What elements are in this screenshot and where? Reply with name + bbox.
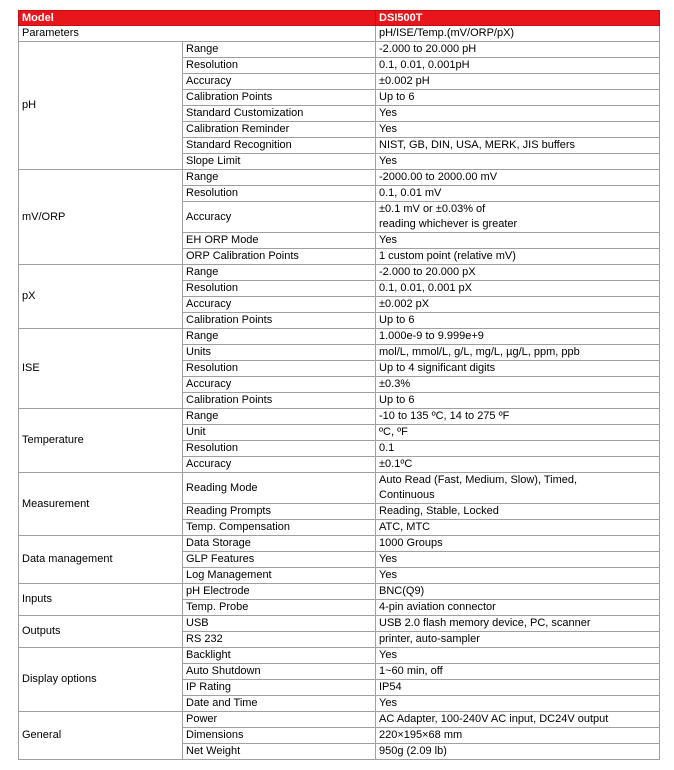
parameter-value: 4-pin aviation connector (376, 600, 660, 616)
parameter-name: Calibration Reminder (183, 122, 376, 138)
parameter-value: NIST, GB, DIN, USA, MERK, JIS buffers (376, 138, 660, 154)
table-row (19, 616, 660, 632)
parameters-label: Parameters (19, 26, 376, 42)
model-label: Model (19, 11, 376, 26)
specification-table (18, 10, 660, 760)
parameter-value: USB 2.0 flash memory device, PC, scanner (376, 616, 660, 632)
parameter-value: ±0.002 pH (376, 74, 660, 90)
parameter-value: 950g (2.09 lb) (376, 744, 660, 760)
parameter-name: Dimensions (183, 728, 376, 744)
group-label: pX (19, 265, 183, 329)
parameter-value (376, 473, 660, 504)
parameter-value: 1~60 min, off (376, 664, 660, 680)
parameter-value: 1 custom point (relative mV) (376, 249, 660, 265)
parameter-value: Yes (376, 568, 660, 584)
parameter-name: Accuracy (183, 457, 376, 473)
parameter-value: Up to 6 (376, 90, 660, 106)
table-row (19, 584, 660, 600)
parameter-value: 0.1 (376, 441, 660, 457)
parameter-name: Calibration Points (183, 313, 376, 329)
group-label: General (19, 712, 183, 760)
parameter-name: Resolution (183, 186, 376, 202)
parameter-value: -2.000 to 20.000 pH (376, 42, 660, 58)
parameter-name: Calibration Points (183, 90, 376, 106)
parameter-value: mol/L, mmol/L, g/L, mg/L, µg/L, ppm, ppb (376, 345, 660, 361)
parameter-value: ±0.002 pX (376, 297, 660, 313)
parameter-name: ORP Calibration Points (183, 249, 376, 265)
parameter-name: Standard Customization (183, 106, 376, 122)
group-label: Temperature (19, 409, 183, 473)
parameter-value: AC Adapter, 100-240V AC input, DC24V output (376, 712, 660, 728)
group-label: Measurement (19, 473, 183, 536)
value-line-1: Auto Read (Fast, Medium, Slow), Timed, (379, 474, 578, 486)
parameter-value: Yes (376, 696, 660, 712)
parameter-value: -10 to 135 ºC, 14 to 275 ºF (376, 409, 660, 425)
table-row (19, 648, 660, 664)
header-row (19, 11, 660, 26)
parameter-name: Backlight (183, 648, 376, 664)
parameter-value: ±0.1ºC (376, 457, 660, 473)
group-label: pH (19, 42, 183, 170)
parameter-value: 220×195×68 mm (376, 728, 660, 744)
parameter-value: ±0.3% (376, 377, 660, 393)
parameter-name: Resolution (183, 361, 376, 377)
parameter-value: 0.1, 0.01, 0.001pH (376, 58, 660, 74)
parameter-name: Range (183, 170, 376, 186)
parameter-name: Power (183, 712, 376, 728)
parameter-value: ºC, ºF (376, 425, 660, 441)
parameter-name: Temp. Probe (183, 600, 376, 616)
model-value: DSI500T (376, 11, 660, 26)
parameters-row (19, 26, 660, 42)
parameter-value: Yes (376, 154, 660, 170)
parameter-name: Accuracy (183, 202, 376, 233)
table-row (19, 712, 660, 728)
parameter-name: Accuracy (183, 74, 376, 90)
parameters-value: pH/ISE/Temp.(mV/ORP/pX) (376, 26, 660, 42)
parameter-name: Resolution (183, 441, 376, 457)
parameter-name: USB (183, 616, 376, 632)
parameter-name: Unit (183, 425, 376, 441)
parameter-value: Up to 6 (376, 313, 660, 329)
parameter-value: IP54 (376, 680, 660, 696)
parameter-name: IP Rating (183, 680, 376, 696)
parameter-name: Range (183, 329, 376, 345)
parameter-value: 0.1, 0.01 mV (376, 186, 660, 202)
table-row (19, 42, 660, 58)
group-label: Data management (19, 536, 183, 584)
parameter-name: Range (183, 42, 376, 58)
parameter-name: Date and Time (183, 696, 376, 712)
value-line-1: ±0.1 mV or ±0.03% of (379, 203, 486, 215)
parameter-name: Calibration Points (183, 393, 376, 409)
parameter-name: Auto Shutdown (183, 664, 376, 680)
parameter-value: Up to 4 significant digits (376, 361, 660, 377)
parameter-value: Yes (376, 122, 660, 138)
parameter-name: pH Electrode (183, 584, 376, 600)
parameter-value: 1.000e-9 to 9.999e+9 (376, 329, 660, 345)
parameter-name: Temp. Compensation (183, 520, 376, 536)
spec-sheet (18, 10, 660, 760)
parameter-name: Net Weight (183, 744, 376, 760)
parameter-value: Yes (376, 552, 660, 568)
group-label: Display options (19, 648, 183, 712)
parameter-name: Resolution (183, 281, 376, 297)
parameter-value: ATC, MTC (376, 520, 660, 536)
parameter-value: -2000.00 to 2000.00 mV (376, 170, 660, 186)
parameter-name: Standard Recognition (183, 138, 376, 154)
parameter-name: Accuracy (183, 297, 376, 313)
group-label: mV/ORP (19, 170, 183, 265)
table-row (19, 265, 660, 281)
parameter-value: Yes (376, 106, 660, 122)
parameter-value: 1000 Groups (376, 536, 660, 552)
parameter-value: Reading, Stable, Locked (376, 504, 660, 520)
parameter-name: Log Management (183, 568, 376, 584)
parameter-value: -2.000 to 20.000 pX (376, 265, 660, 281)
parameter-name: RS 232 (183, 632, 376, 648)
parameter-value: 0.1, 0.01, 0.001 pX (376, 281, 660, 297)
parameter-name: GLP Features (183, 552, 376, 568)
parameter-name: Resolution (183, 58, 376, 74)
value-line-2: reading whichever is greater (379, 218, 518, 230)
table-row (19, 473, 660, 504)
parameter-name: Accuracy (183, 377, 376, 393)
parameter-name: Data Storage (183, 536, 376, 552)
parameter-value: BNC(Q9) (376, 584, 660, 600)
table-row (19, 329, 660, 345)
value-line-2: Continuous (379, 489, 435, 501)
group-label: ISE (19, 329, 183, 409)
parameter-name: EH ORP Mode (183, 233, 376, 249)
parameter-name: Reading Mode (183, 473, 376, 504)
parameter-name: Range (183, 409, 376, 425)
parameter-value: Yes (376, 648, 660, 664)
group-label: Outputs (19, 616, 183, 648)
parameter-value: Yes (376, 233, 660, 249)
table-row (19, 409, 660, 425)
parameter-name: Range (183, 265, 376, 281)
parameter-name: Slope Limit (183, 154, 376, 170)
parameter-name: Reading Prompts (183, 504, 376, 520)
table-row (19, 536, 660, 552)
table-row (19, 170, 660, 186)
parameter-value (376, 202, 660, 233)
parameter-value: Up to 6 (376, 393, 660, 409)
group-label: Inputs (19, 584, 183, 616)
parameter-value: printer, auto-sampler (376, 632, 660, 648)
parameter-name: Units (183, 345, 376, 361)
